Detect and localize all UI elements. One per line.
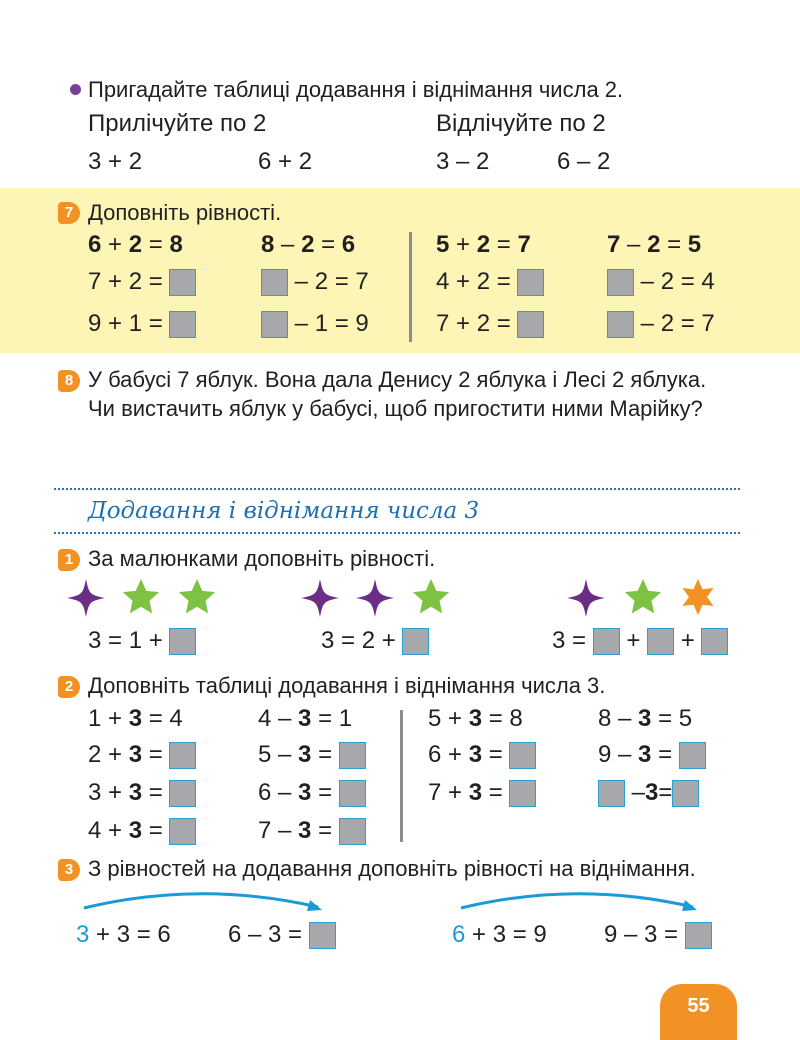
answer-box[interactable]	[593, 628, 620, 655]
task7-badge: 7	[58, 202, 80, 224]
answer-box[interactable]	[607, 311, 634, 338]
intro-col2-title: Відлічуйте по 2	[436, 110, 606, 137]
answer-box[interactable]	[402, 628, 429, 655]
equation: 5 + 3 = 8	[428, 705, 523, 732]
four-point-star-icon	[567, 579, 605, 617]
intro-text: Пригадайте таблиці додавання і віднімання числа 2.	[88, 77, 624, 102]
answer-box[interactable]	[679, 742, 706, 769]
equation: 8 – 3 = 5	[598, 705, 693, 732]
answer-box[interactable]	[169, 269, 196, 296]
equation: 7 + 2 =	[88, 268, 196, 296]
dotted-divider	[54, 488, 740, 490]
star-icon	[123, 579, 159, 613]
star-icon	[625, 579, 661, 613]
curved-arrow	[84, 894, 318, 908]
equation: 5 – 3 =	[258, 741, 366, 769]
bullet-icon	[70, 84, 81, 95]
answer-box[interactable]	[169, 742, 196, 769]
equation: 1 + 3 = 4	[88, 705, 183, 732]
equation: 4 + 2 =	[436, 268, 544, 296]
task8-line2: Чи вистачить яблук у бабусі, щоб пригостити ними Марійку?	[88, 396, 703, 421]
equation: 6 – 3 =	[258, 779, 366, 807]
equation: 7 + 3 =	[428, 779, 536, 807]
curved-arrow	[461, 894, 693, 908]
equation: – 2 = 4	[607, 268, 715, 296]
equation: – 2 = 7	[607, 310, 715, 338]
sample-equation: 8 – 2 = 6	[261, 231, 356, 258]
sample-equation: 6 + 2 = 8	[88, 231, 183, 258]
answer-box[interactable]	[169, 780, 196, 807]
task8-badge: 8	[58, 370, 80, 392]
task3-badge: 3	[58, 859, 80, 881]
arrowhead-icon	[682, 900, 697, 911]
dotted-divider	[54, 532, 740, 534]
answer-box[interactable]	[607, 269, 634, 296]
six-point-star-icon	[682, 579, 713, 615]
intro-col1-title: Прилічуйте по 2	[88, 110, 267, 137]
equation: 9 – 3 =	[604, 921, 712, 949]
answer-box[interactable]	[339, 742, 366, 769]
four-point-star-icon	[301, 579, 339, 617]
equation: 9 – 3 =	[598, 741, 706, 769]
four-point-star-icon	[356, 579, 394, 617]
task2-text: Доповніть таблиці додавання і віднімання числа 3.	[88, 673, 606, 698]
task7-text: Доповніть рівності.	[88, 200, 282, 225]
answer-box[interactable]	[339, 780, 366, 807]
equation: 3 = 1 +	[88, 627, 196, 655]
arrowhead-icon	[307, 900, 322, 911]
equation: 3 = + +	[552, 627, 728, 655]
task8-line1: У бабусі 7 яблук. Вона дала Денису 2 яблука і Лесі 2 яблука.	[88, 367, 707, 392]
equation: 3 = 2 +	[321, 627, 429, 655]
answer-box[interactable]	[509, 780, 536, 807]
equation: –3=	[598, 779, 699, 807]
answer-box[interactable]	[701, 628, 728, 655]
equation: – 1 = 9	[261, 310, 369, 338]
answer-box[interactable]	[517, 311, 544, 338]
section-title: Додавання і віднімання числа 3	[88, 498, 480, 524]
task1-text: За малюнками доповніть рівності.	[88, 546, 436, 571]
star-icon	[413, 579, 449, 613]
equation: 3 + 3 =	[88, 779, 196, 807]
answer-box[interactable]	[309, 922, 336, 949]
equation: 2 + 3 =	[88, 741, 196, 769]
answer-box[interactable]	[647, 628, 674, 655]
equation: 7 + 2 =	[436, 310, 544, 338]
four-point-star-icon	[67, 579, 105, 617]
intro-example: 3 – 2	[436, 148, 490, 175]
arrows-illustration	[0, 880, 800, 920]
intro-example: 6 – 2	[557, 148, 611, 175]
task1-badge: 1	[58, 549, 80, 571]
intro-example: 3 + 2	[88, 148, 143, 175]
answer-box[interactable]	[685, 922, 712, 949]
divider-line	[400, 710, 403, 842]
equation: 4 – 3 = 1	[258, 705, 353, 732]
answer-box[interactable]	[672, 780, 699, 807]
answer-box[interactable]	[517, 269, 544, 296]
answer-box[interactable]	[261, 311, 288, 338]
answer-box[interactable]	[339, 818, 366, 845]
equation: 6 + 3 =	[428, 741, 536, 769]
answer-box[interactable]	[509, 742, 536, 769]
equation: – 2 = 7	[261, 268, 369, 296]
equation: 6 + 3 = 9	[452, 921, 547, 948]
task3-text: З рівностей на додавання доповніть рівності на віднімання.	[88, 856, 696, 881]
equation: 6 – 3 =	[228, 921, 336, 949]
star-icon	[179, 579, 215, 613]
intro-example: 6 + 2	[258, 148, 313, 175]
sample-equation: 7 – 2 = 5	[607, 231, 702, 258]
shapes-illustration	[0, 570, 800, 630]
page-number: 55	[660, 984, 737, 1040]
answer-box[interactable]	[169, 311, 196, 338]
answer-box[interactable]	[261, 269, 288, 296]
answer-box[interactable]	[169, 628, 196, 655]
equation: 7 – 3 =	[258, 817, 366, 845]
equation: 9 + 1 =	[88, 310, 196, 338]
equation: 3 + 3 = 6	[76, 921, 171, 948]
answer-box[interactable]	[169, 818, 196, 845]
task2-badge: 2	[58, 676, 80, 698]
answer-box[interactable]	[598, 780, 625, 807]
divider-line	[409, 232, 412, 342]
equation: 4 + 3 =	[88, 817, 196, 845]
sample-equation: 5 + 2 = 7	[436, 231, 531, 258]
